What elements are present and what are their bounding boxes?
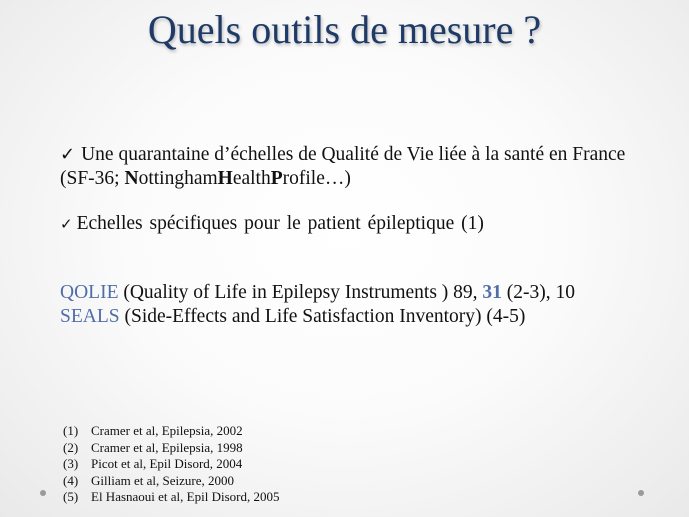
decorative-dot-left	[40, 490, 46, 496]
bullet-specific-scales	[60, 212, 660, 236]
bullet-text-after: …)	[324, 168, 351, 189]
reference-number: (1)	[63, 423, 79, 438]
reference-item	[63, 440, 279, 457]
reference-number: (2)	[63, 439, 79, 455]
reference-item	[63, 473, 279, 490]
instrument-acronym: SEALS	[60, 306, 120, 327]
instrument-qolie	[60, 281, 680, 305]
reference-item	[63, 423, 279, 440]
reference-text: Cramer et al, Epilepsia, 2002	[91, 423, 243, 438]
reference-text: El Hasnaoui et al, Epil Disord, 2005	[91, 489, 280, 504]
nhp-rofile: rofile	[282, 168, 325, 189]
reference-number: (3)	[63, 456, 79, 471]
nhp-ottingham: ottingham	[138, 168, 218, 189]
reference-number: (5)	[63, 489, 79, 504]
checkmark-icon: ✓	[60, 144, 76, 165]
references-list	[63, 423, 279, 506]
instrument-seals	[60, 305, 680, 329]
reference-item	[63, 456, 279, 473]
reference-text: Cramer et al, Epilepsia, 1998	[91, 439, 243, 455]
checkmark-icon: ✓	[60, 215, 73, 233]
nhp-h: H	[217, 168, 233, 189]
nhp-p: P	[270, 168, 283, 189]
reference-text: Gilliam et al, Seizure, 2000	[91, 472, 234, 488]
bullet-text-before: Une quarantaine d’échelles de Qualité de Vie liée à la santé en France (SF-36;	[60, 144, 626, 189]
nhp-ealth: ealth	[232, 168, 271, 189]
bullet-scales-count	[60, 143, 660, 191]
instrument-highlight-31: 31	[482, 282, 502, 303]
instrument-desc-before: (Quality of Life in Epilepsy Instruments ) 89,	[118, 282, 483, 303]
slide-title: Quels outils de mesure ?	[147, 7, 542, 52]
decorative-dot-right	[638, 490, 644, 496]
reference-number: (4)	[63, 472, 79, 488]
bullet-text: Echelles spécifiques pour le patient épileptique (1)	[76, 213, 484, 234]
nhp-n: N	[124, 168, 139, 189]
instrument-desc-after: (2-3), 10	[501, 282, 576, 303]
reference-text: Picot et al, Epil Disord, 2004	[91, 456, 243, 471]
instrument-desc: (Side-Effects and Life Satisfaction Inventory) (4-5)	[119, 306, 526, 327]
instrument-acronym: QOLIE	[60, 282, 119, 303]
reference-item	[63, 489, 279, 506]
